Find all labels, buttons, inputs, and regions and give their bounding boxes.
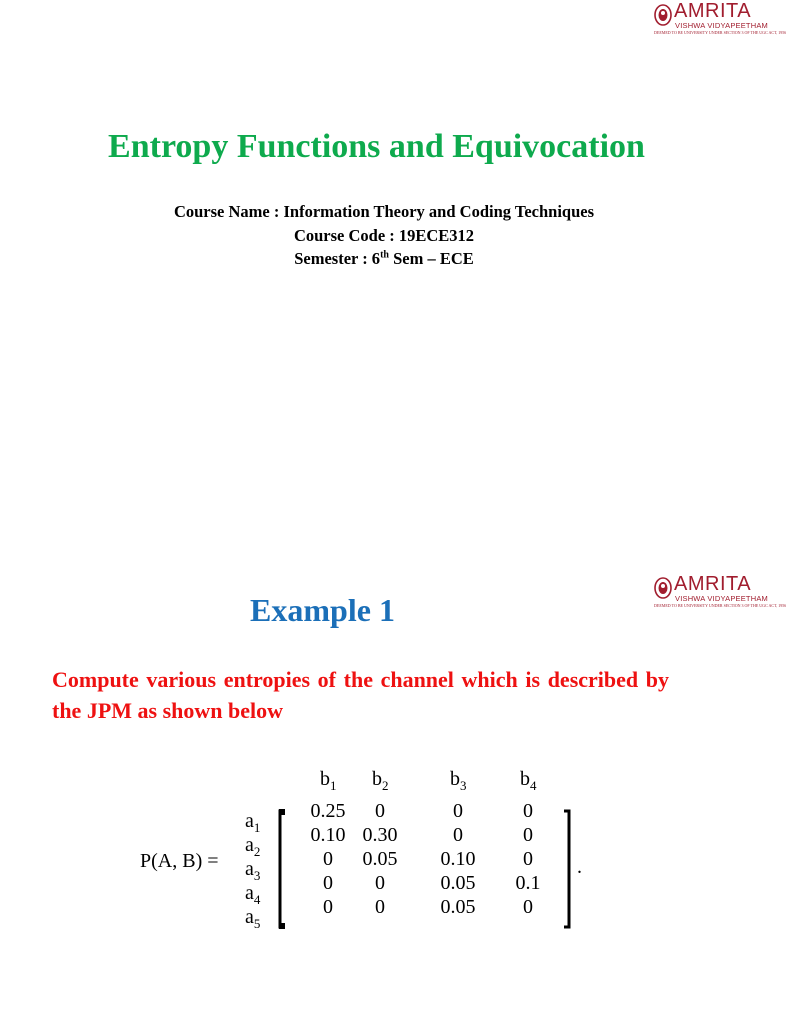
column-header: $b_1$ (320, 768, 337, 793)
matrix-cell: 0 (323, 896, 333, 918)
column-header: $b_3$ (450, 768, 467, 793)
row-label: $a_3$ (245, 858, 261, 883)
matrix-cell: 0.10 (440, 848, 476, 870)
row-label: $a_4$ (245, 882, 261, 907)
matrix-cell: 0 (323, 872, 333, 894)
logo-wordmark: AMRITA (674, 0, 752, 22)
matrix-cell: 0 (523, 800, 533, 822)
matrix-cell: 0.05 (440, 896, 476, 918)
row-label: $a_2$ (245, 834, 261, 859)
matrix-cell: 0 (523, 848, 533, 870)
matrix-cell: 0.05 (440, 872, 476, 894)
matrix-cell: 0.25 (310, 800, 346, 822)
column-header: $b_4$ (520, 768, 537, 793)
course-name: Course Name : Information Theory and Coding Techniques (173, 202, 595, 221)
row-label: $a_5$ (245, 906, 261, 931)
semester: Semester : 6th Sem – ECE (294, 249, 474, 268)
problem-statement: Compute various entropies of the channel which is described by the JPM as shown below (52, 667, 669, 723)
logo-tagline: DEEMED TO BE UNIVERSITY UNDER SECTION 3 OF THE UGC ACT, 1956 (654, 30, 786, 35)
example-heading: Example 1 (250, 592, 395, 628)
amrita-seal-icon (654, 4, 672, 26)
matrix-cell: 0.30 (362, 824, 398, 846)
slide-title-heading: Entropy Functions and Equivocation (108, 128, 645, 165)
logo-subtitle: VISHWA VIDYAPEETHAM (675, 594, 768, 603)
amrita-seal-icon (654, 577, 672, 599)
matrix-cell: 0 (375, 896, 385, 918)
matrix-label: P(A, B) = (140, 850, 219, 872)
matrix-cell: 0 (375, 872, 385, 894)
matrix-cell: 0 (453, 800, 463, 822)
logo-tagline: DEEMED TO BE UNIVERSITY UNDER SECTION 3 OF THE UGC ACT, 1956 (654, 603, 786, 608)
matrix-cell: 0 (523, 824, 533, 846)
matrix-cell: 0 (523, 896, 533, 918)
right-bracket (562, 808, 572, 930)
matrix-cell: 0 (453, 824, 463, 846)
course-code: Course Code : 19ECE312 (293, 226, 475, 245)
matrix-cell: 0 (323, 848, 333, 870)
matrix-trailing-period: . (577, 856, 582, 878)
logo-wordmark: AMRITA (674, 573, 752, 595)
row-label: $a_1$ (245, 810, 261, 835)
matrix-cell: 0.1 (515, 872, 541, 894)
amrita-logo (654, 0, 786, 35)
logo-subtitle: VISHWA VIDYAPEETHAM (675, 21, 768, 30)
column-header: $b_2$ (372, 768, 389, 793)
amrita-logo (654, 573, 786, 608)
matrix-cell: 0 (375, 800, 385, 822)
left-bracket (277, 808, 287, 930)
jpm-matrix (140, 760, 600, 940)
slide-example (0, 512, 786, 1024)
matrix-cell: 0.10 (310, 824, 346, 846)
matrix-cell: 0.05 (362, 848, 398, 870)
